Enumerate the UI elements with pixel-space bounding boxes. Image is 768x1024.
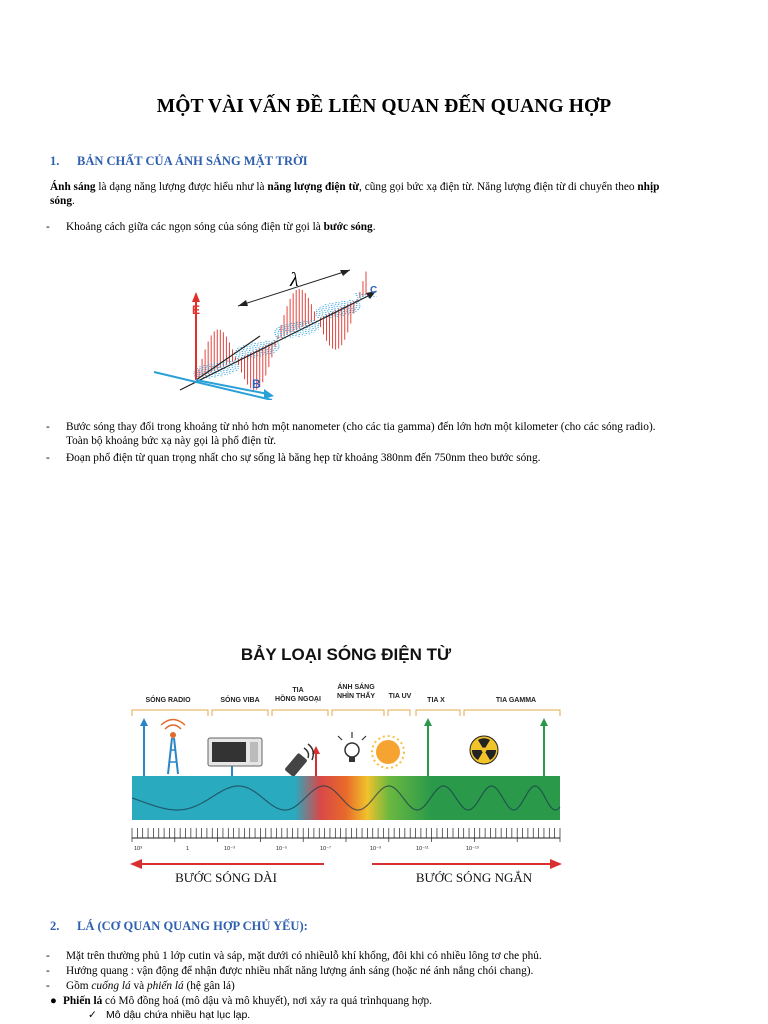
lambda-arrow-right <box>340 270 350 276</box>
leaf-line-2-text: Hướng quang : vận động để nhận được nhiều nhất năng lượng ánh sáng (hoặc né ánh nắng chói chang). <box>66 965 534 977</box>
label-uv: TIA UV <box>388 693 412 700</box>
b-label: B <box>252 377 261 391</box>
sun-icon <box>372 736 404 768</box>
scale-ticks <box>132 828 560 842</box>
intro-paragraph <box>50 180 740 209</box>
label-xray: TIA X <box>427 697 445 704</box>
leaf-line-4 <box>50 994 432 1008</box>
e-label: E <box>192 303 201 317</box>
tick-label-7: 10⁻¹³ <box>466 846 479 852</box>
bullet-range: - Bước sóng thay đổi trong khoảng từ nhỏ hơn một nanometer (cho các tia gamma) đến lớn hơn một kilometer (cho các sóng radio). <box>46 421 656 433</box>
bullet-dot-icon: ● <box>50 995 57 1007</box>
label-radio: SÓNG RADIO <box>145 697 191 704</box>
label-gamma: TIA GAMMA <box>495 697 537 704</box>
long-wave-label: BƯỚC SÓNG DÀI <box>175 870 277 885</box>
radio-tower-icon <box>161 720 185 775</box>
tick-label-6: 10⁻¹¹ <box>416 846 429 852</box>
leaf-line-3-b: và <box>130 980 147 992</box>
microwave-oven-icon <box>208 738 262 766</box>
bullet-visible-band-text: Đoạn phổ điện từ quan trọng nhất cho sự sống là băng hẹp từ khoảng 380nm đến 750nm theo bước sóng. <box>66 452 541 464</box>
tick-label-0: 10³ <box>134 846 142 852</box>
radiation-icon <box>470 736 498 764</box>
tick-label-2: 10⁻³ <box>224 846 235 852</box>
leaf-line-1: - Mặt trên thường phủ 1 lớp cutin và sáp, mặt dưới có nhiềulỗ khí khổng, đôi khi có nhiều lông tơ che phủ. <box>46 950 542 962</box>
page-title: MỘT VÀI VẤN ĐỀ LIÊN QUAN ĐẾN QUANG HỢP <box>156 96 612 117</box>
label-microwave: SÓNG VIBA <box>220 697 260 704</box>
band-brackets <box>132 710 560 716</box>
section-1-number: 1. <box>50 154 60 168</box>
checkmark-icon: ✓ <box>88 1009 97 1021</box>
section-2-heading <box>50 919 308 934</box>
intro-bold-1: Ánh sáng <box>50 181 96 193</box>
intro-text-2: , cũng gọi bức xạ điện từ. Năng lượng điện từ di chuyển theo <box>359 181 638 193</box>
leaf-line-4-bold: Phiến lá <box>63 995 103 1007</box>
label-infrared-1: TIA <box>292 687 304 694</box>
leaf-line-3-italic-1: cuống lá <box>91 980 131 992</box>
leaf-line-5-text: Mô dậu chứa nhiều hạt lục lạp. <box>106 1009 251 1021</box>
tick-label-1: 1 <box>186 846 190 852</box>
label-visible-2: NHÌN THẤY <box>336 693 376 700</box>
bullet-range-line1: Bước sóng thay đổi trong khoảng từ nhỏ hơn một nanometer (cho các tia gamma) đến lớn hơn một kilometer (cho các sóng radio). <box>66 421 656 433</box>
bullet-wavelength-bold: bước sóng <box>323 221 373 233</box>
short-wave-label: BƯỚC SÓNG NGẮN <box>415 870 533 885</box>
bullet-range-line2: Toàn bộ khoảng bức xạ này gọi là phổ điện từ. <box>66 435 277 447</box>
e-axis-arrowhead <box>192 292 200 302</box>
leaf-line-3-a: Gồm <box>66 980 92 992</box>
bullet-wavelength-text: Khoảng cách giữa các ngọn sóng của sóng điện từ gọi là <box>66 221 324 233</box>
leaf-line-3-italic-2: phiến lá <box>146 980 184 992</box>
spectrum-band <box>132 776 560 820</box>
short-wave-arrowhead <box>550 859 562 869</box>
bullet-wavelength: - Khoảng cách giữa các ngọn sóng của sóng điện từ gọi là bước sóng. <box>46 221 376 233</box>
section-1-heading <box>50 154 308 169</box>
intro-bold-4: sóng <box>50 195 72 208</box>
spectrum-figure <box>120 628 572 892</box>
e-field-wave <box>193 271 376 390</box>
tick-label-3: 10⁻⁵ <box>276 846 288 852</box>
lambda-label: λ <box>290 269 299 291</box>
label-infrared-2: HỒNG NGOẠI <box>275 696 321 703</box>
tick-label-4: 10⁻⁷ <box>320 846 332 852</box>
propagation-axis <box>180 294 372 390</box>
light-bulb-icon <box>338 732 366 762</box>
leaf-line-1-text: Mặt trên thường phủ 1 lớp cutin và sáp, mặt dưới có nhiềulỗ khí khổng, đôi khi có nhiều lông tơ che phủ. <box>66 950 542 962</box>
leaf-line-3: - Gồm cuống lá và phiến lá (hệ gân lá) <box>46 980 235 992</box>
label-visible-1: ÁNH SÁNG <box>337 684 375 691</box>
intro-text-1: là dạng năng lượng được hiểu như là <box>95 181 268 193</box>
intro-bold-3: nhịp <box>637 181 660 193</box>
section-2-title: LÁ (CƠ QUAN QUANG HỢP CHỦ YẾU): <box>77 919 308 933</box>
em-wave-figure <box>140 248 400 400</box>
lambda-arrow-left <box>238 300 248 306</box>
bullet-visible-band: - Đoạn phổ điện từ quan trọng nhất cho sự sống là băng hẹp từ khoảng 380nm đến 750nm theo bước sóng. <box>46 452 541 464</box>
leaf-line-5 <box>88 1008 250 1022</box>
leaf-line-4-rest: có Mô đồng hoá (mô dậu và mô khuyết), nơi xảy ra quá trìnhquang hợp. <box>102 995 432 1007</box>
c-label: C <box>370 285 378 296</box>
section-2-number: 2. <box>50 919 60 933</box>
section-1-title: BẢN CHẤT CỦA ÁNH SÁNG MẶT TRỜI <box>77 154 308 168</box>
spectrum-title: BẢY LOẠI SÓNG ĐIỆN TỪ <box>240 645 452 664</box>
long-wave-arrowhead <box>130 859 142 869</box>
bullet-wavelength-end: . <box>372 221 376 233</box>
intro-text-3: . <box>71 195 75 208</box>
intro-bold-2: năng lượng điện từ <box>267 181 360 193</box>
b-axis-arrowhead <box>264 389 274 399</box>
tick-label-5: 10⁻⁹ <box>370 846 382 852</box>
remote-control-icon <box>284 744 313 777</box>
leaf-line-2: - Hướng quang : vận động để nhận được nhiều nhất năng lượng ánh sáng (hoặc né ánh nắng chói chang). <box>46 965 534 977</box>
leaf-line-3-c: (hệ gân lá) <box>183 980 235 992</box>
